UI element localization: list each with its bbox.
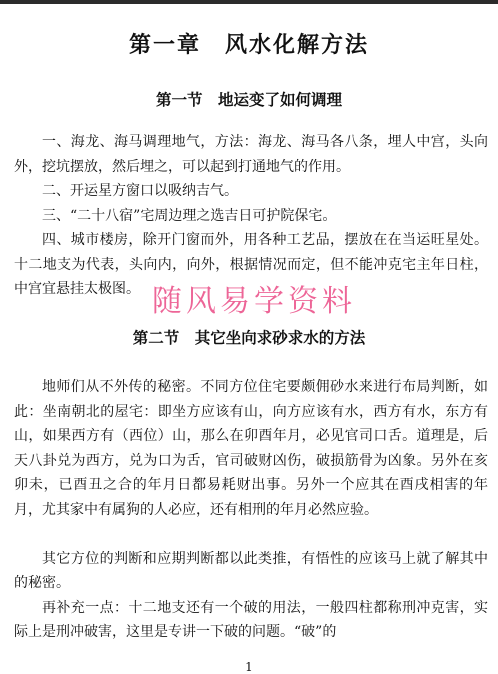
top-border [0,0,498,4]
section-1-paragraph-3: 三、“二十八宿”宅周边理之选吉日可护院保宅。 [42,207,337,224]
section-2-paragraph-2: 其它方位的判断和应期判断都以此类推，有悟性的应该马上就了解其中的秘密。 [14,550,488,591]
watermark-text: 随风易学资料 [152,284,356,319]
section-2-title: 第二节 其它坐向求砂求水的方法 [132,328,366,347]
section-1-title: 第一节 地运变了如何调理 [155,90,342,109]
section-1-paragraph-4: 四、城市楼房，除开门窗而外，用各种工艺品，摆放在在当运旺星处。十二地支为代表，头向内，向外，根据情况而定，但不能冲克宅主年日柱，中宫宜悬挂太极图。 [14,232,488,297]
section-1-paragraph-1: 一、海龙、海马调理地气，方法：海龙、海马各八条，埋人中宫，头向外，挖坑摆放，然后埋之，可以起到打通地气的作用。 [14,134,488,175]
page-number: 1 [245,660,253,674]
chapter-title: 第一章 风水化解方法 [128,32,369,58]
section-1-paragraph-2: 二、开运星方窗口以吸纳吉气。 [42,183,238,199]
section-2-paragraph-1: 地师们从不外传的秘密。不同方位住宅要颇佣砂水来进行布局判断，如此：坐南朝北的屋宅：即坐方应该有山，向方应该有水，西方有水，东方有山，如果西方有（西位）山，那么在卯酉年月，必见官司口舌。道理是，后天八卦兑为西方，兑为口为舌，官司破财凶伤，破损筋骨为凶象。另外在亥卯未，已酉丑之合的年月日都易耗财出事。另外一个应其在酉戌相害的年月，尤其家中有属狗的人必应，还有相刑的年月必然应验。 [14,379,488,518]
section-2-paragraph-3: 再补充一点：十二地支还有一个破的用法，一般四柱都称刑冲克害，实际上是刑冲破害，这里是专讲一下破的问题。“破”的 [14,599,488,640]
